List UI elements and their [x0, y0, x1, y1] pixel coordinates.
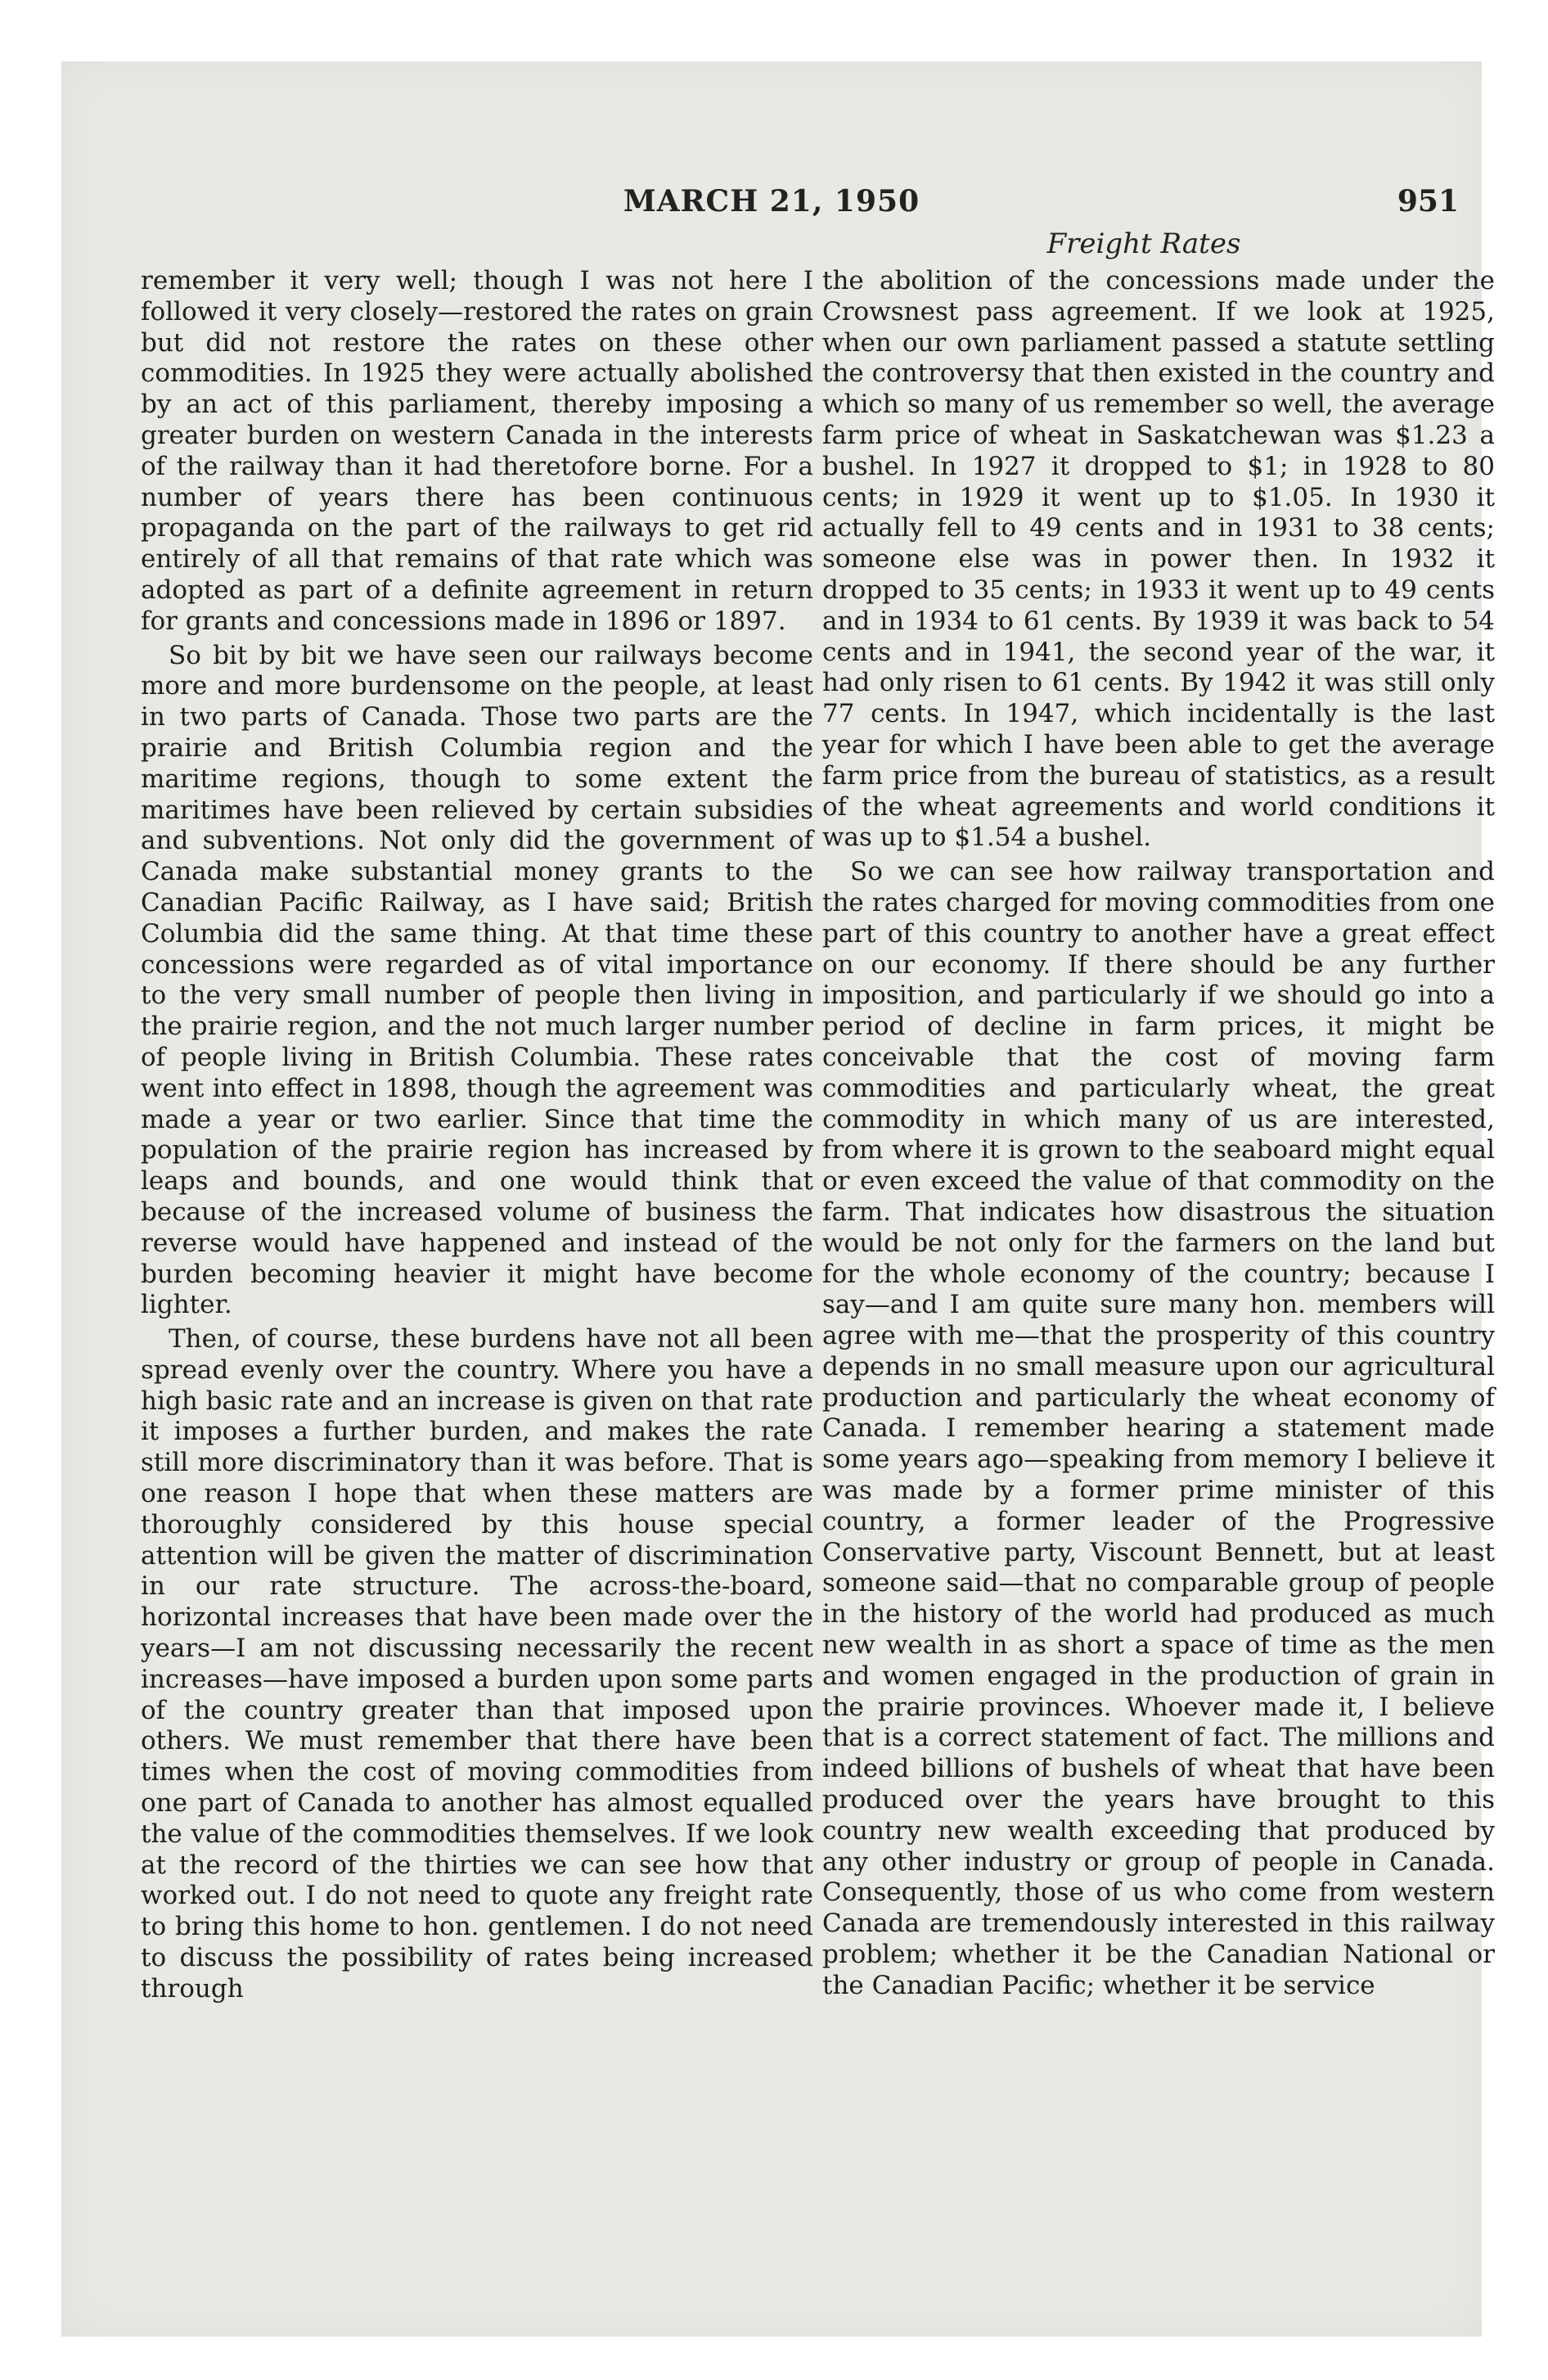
left-column [141, 266, 813, 2005]
running-head-date: MARCH 21, 1950 [623, 184, 920, 219]
page-number: 951 [1397, 184, 1459, 219]
paragraph: remember it very well; though I was not here I followed it very closely—restored the rates on grain but did not restore the rates on these other commodities. In 1925 they were actually abolished by an act of this parliament, thereby imposing a greater burden on western Canada in the interests of the railway than it had theretofore borne. For a number of years there has been continuous propaganda on the part of the railways to get rid entirely of all that remains of that rate which was adopted as part of a definite agreement in return for grants and concessions made in 1896 or 1897. [141, 266, 813, 636]
right-column [822, 266, 1495, 2002]
paragraph: So we can see how railway transportation and the rates charged for moving commodities from one part of this country to another have a great effect on our economy. If there should be any further imposition, and particularly if we should go into a period of decline in farm prices, it might be conceivable that the cost of moving farm commodities and particularly wheat, the great commodity in which many of us are interested, from where it is grown to the seaboard might equal or even exceed the value of that commodity on the farm. That indicates how disastrous the situation would be not only for the farmers on the land but for the whole economy of the country; because I say—and I am quite sure many hon. members will agree with me—that the prosperity of this country depends in no small measure upon our agricultural production and particularly the wheat economy of Canada. I remember hearing a statement made some years ago—speaking from memory I believe it was made by a former prime minister of this country, a former leader of the Progressive Conservative party, Viscount Bennett, but at least someone said—that no comparable group of people in the history of the world had produced as much new wealth in as short a space of time as the men and women engaged in the production of grain in the prairie provinces. Whoever made it, I believe that is a correct statement of fact. The millions and indeed billions of bushels of wheat that have been produced over the years have brought to this country new wealth exceeding that produced by any other industry or group of people in Canada. Consequently, those of us who come from western Canada are tremendously interested in this railway problem; whether it be the Canadian National or the Canadian Pacific; whether it be service [822, 857, 1495, 2000]
document-page [61, 61, 1495, 2337]
page-header [61, 184, 1482, 225]
paragraph: So bit by bit we have seen our railways become more and more burdensome on the people, at least in two parts of Canada. Those two parts are the prairie and British Columbia region and the maritime regions, though to some extent the maritimes have been relieved by certain subsidies and subventions. Not only did the government of Canada make substantial money grants to the Canadian Pacific Railway, as I have said; British Columbia did the same thing. At that time these concessions were regarded as of vital importance to the very small number of people then living in the prairie region, and the not much larger number of people living in British Columbia. These rates went into effect in 1898, though the agreement was made a year or two earlier. Since that time the population of the prairie region has increased by leaps and bounds, and one would think that because of the increased volume of business the reverse would have happened and instead of the burden becoming heavier it might have become lighter. [141, 640, 813, 1320]
paragraph: Then, of course, these burdens have not all been spread evenly over the country. Where you have a high basic rate and an increase is given on that rate it imposes a further burden, and makes the rate still more discriminatory than it was before. That is one reason I hope that when these matters are thoroughly considered by this house special attention will be given the matter of discrimination in our rate structure. The across-the-board, horizontal increases that have been made over the years—I am not discussing necessarily the recent increases—have imposed a burden upon some parts of the country greater than that imposed upon others. We must remember that there have been times when the cost of moving commodities from one part of Canada to another has almost equalled the value of the commodities themselves. If we look at the record of the thirties we can see how that worked out. I do not need to quote any freight rate to bring this home to hon. gentlemen. I do not need to discuss the possibility of rates being increased through [141, 1324, 813, 2004]
paragraph: the abolition of the concessions made under the Crowsnest pass agreement. If we look at 1925, when our own parliament passed a statute settling the controversy that then existed in the country and which so many of us remember so well, the average farm price of wheat in Saskatchewan was $1.23 a bushel. In 1927 it dropped to $1; in 1928 to 80 cents; in 1929 it went up to $1.05. In 1930 it actually fell to 49 cents and in 1931 to 38 cents; someone else was in power then. In 1932 it dropped to 35 cents; in 1933 it went up to 49 cents and in 1934 to 61 cents. By 1939 it was back to 54 cents and in 1941, the second year of the war, it had only risen to 61 cents. By 1942 it was still only 77 cents. In 1947, which incidentally is the last year for which I have been able to get the average farm price from the bureau of statistics, as a result of the wheat agreements and world conditions it was up to $1.54 a bushel. [822, 266, 1495, 853]
section-subject: Freight Rates [1046, 228, 1241, 260]
